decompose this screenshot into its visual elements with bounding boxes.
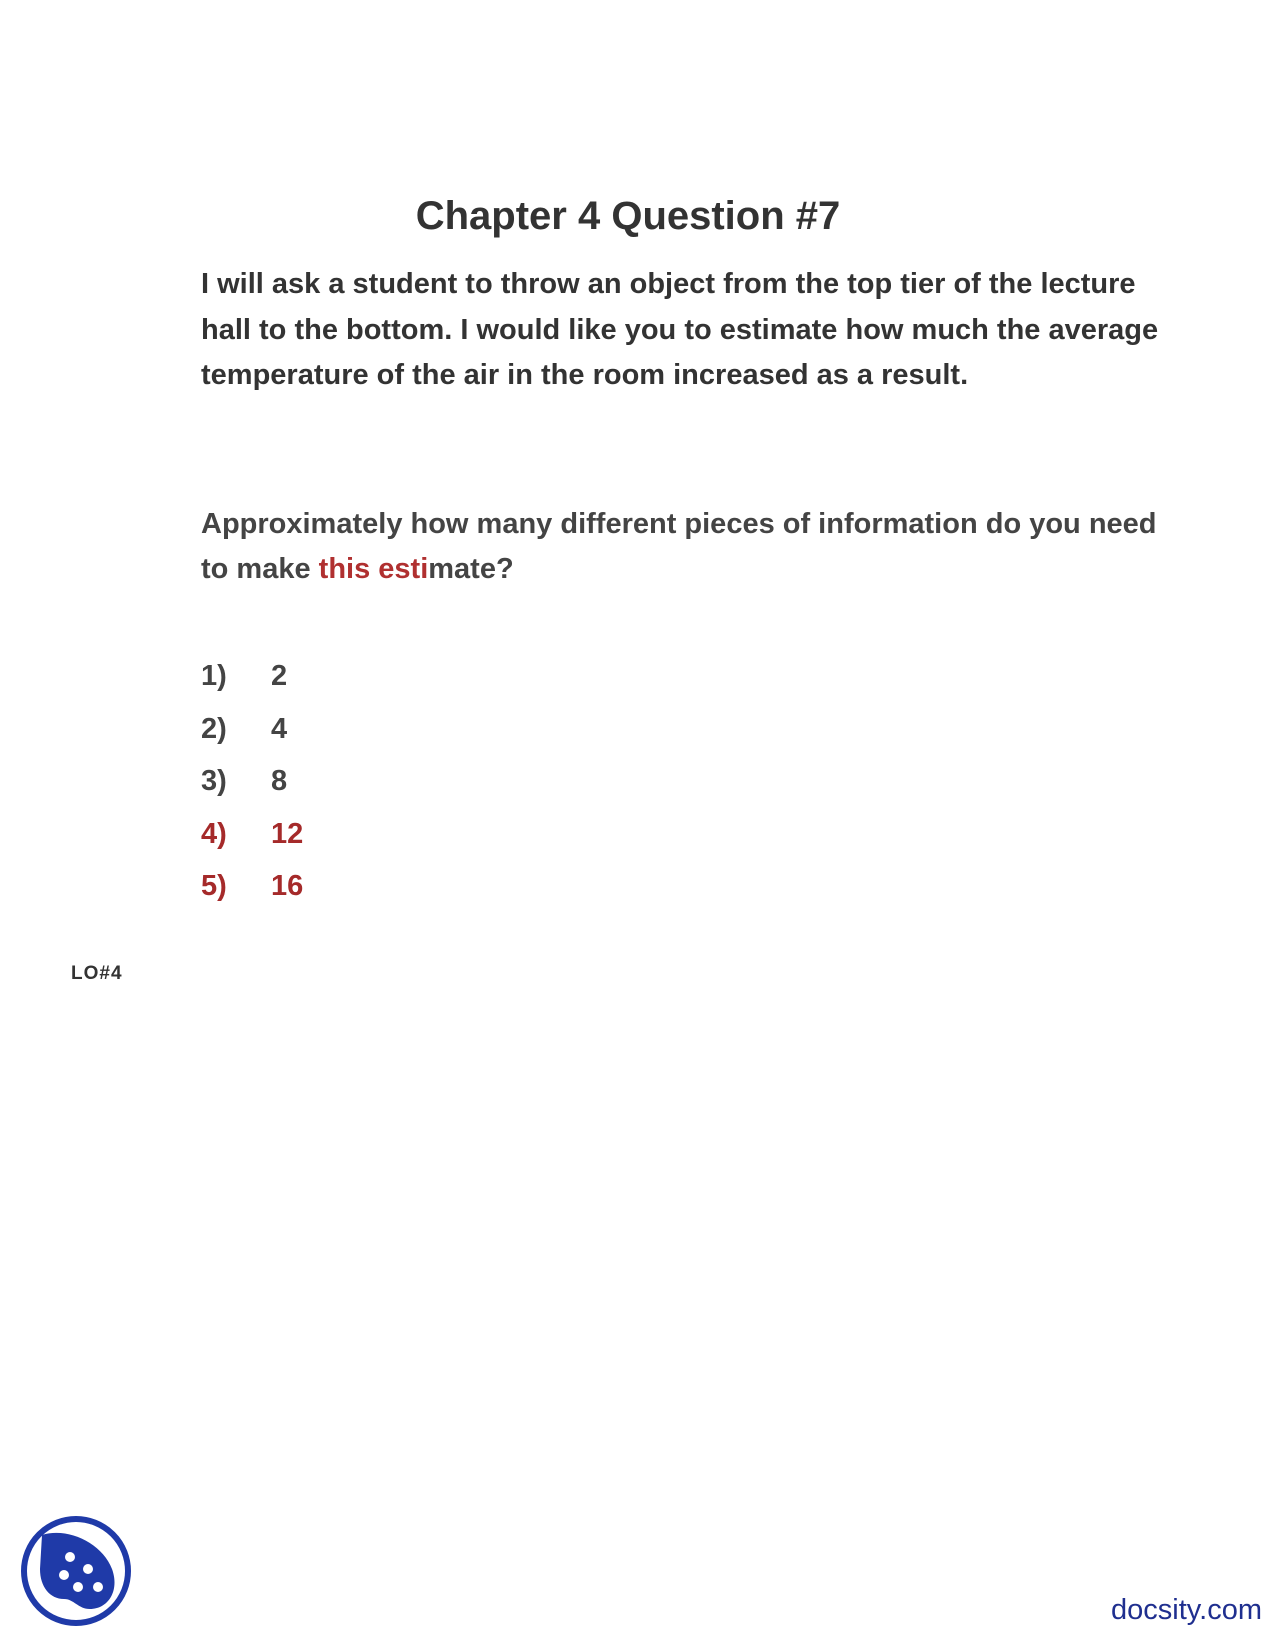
option-value: 16 <box>271 870 304 902</box>
learning-objective-label: LO#4 <box>71 963 123 984</box>
answer-option-4 <box>201 808 303 861</box>
docsity-site-link[interactable]: docsity.com <box>1111 1594 1262 1626</box>
answer-options <box>201 650 303 913</box>
answer-option-5 <box>201 860 303 913</box>
docsity-logo-icon <box>20 1515 132 1627</box>
answer-option-1 <box>201 650 303 703</box>
option-value: 4 <box>271 712 288 745</box>
prompt-text: Approximately how many different pieces of information do you need to make <box>201 508 1157 585</box>
question-body: I will ask a student to throw an object from the top tier of the lecture hall to the bottom. I would like you to estimate how much the average temperature of the air in the room increased as a result. <box>201 268 1159 391</box>
option-number: 4) <box>201 817 227 850</box>
option-number: 3) <box>201 765 227 797</box>
option-number: 1) <box>201 660 227 692</box>
option-number: 5) <box>201 870 227 902</box>
page-title: Chapter 4 Question #7 <box>415 194 841 238</box>
prompt-highlight: this esti <box>318 553 429 585</box>
option-value: 12 <box>271 817 304 850</box>
prompt-text-end: mate? <box>428 553 514 585</box>
option-value: 2 <box>271 660 288 692</box>
option-value: 8 <box>271 765 288 797</box>
answer-option-3 <box>201 755 303 808</box>
question-prompt <box>201 502 1161 592</box>
option-number: 2) <box>201 712 227 745</box>
answer-option-2 <box>201 703 303 756</box>
